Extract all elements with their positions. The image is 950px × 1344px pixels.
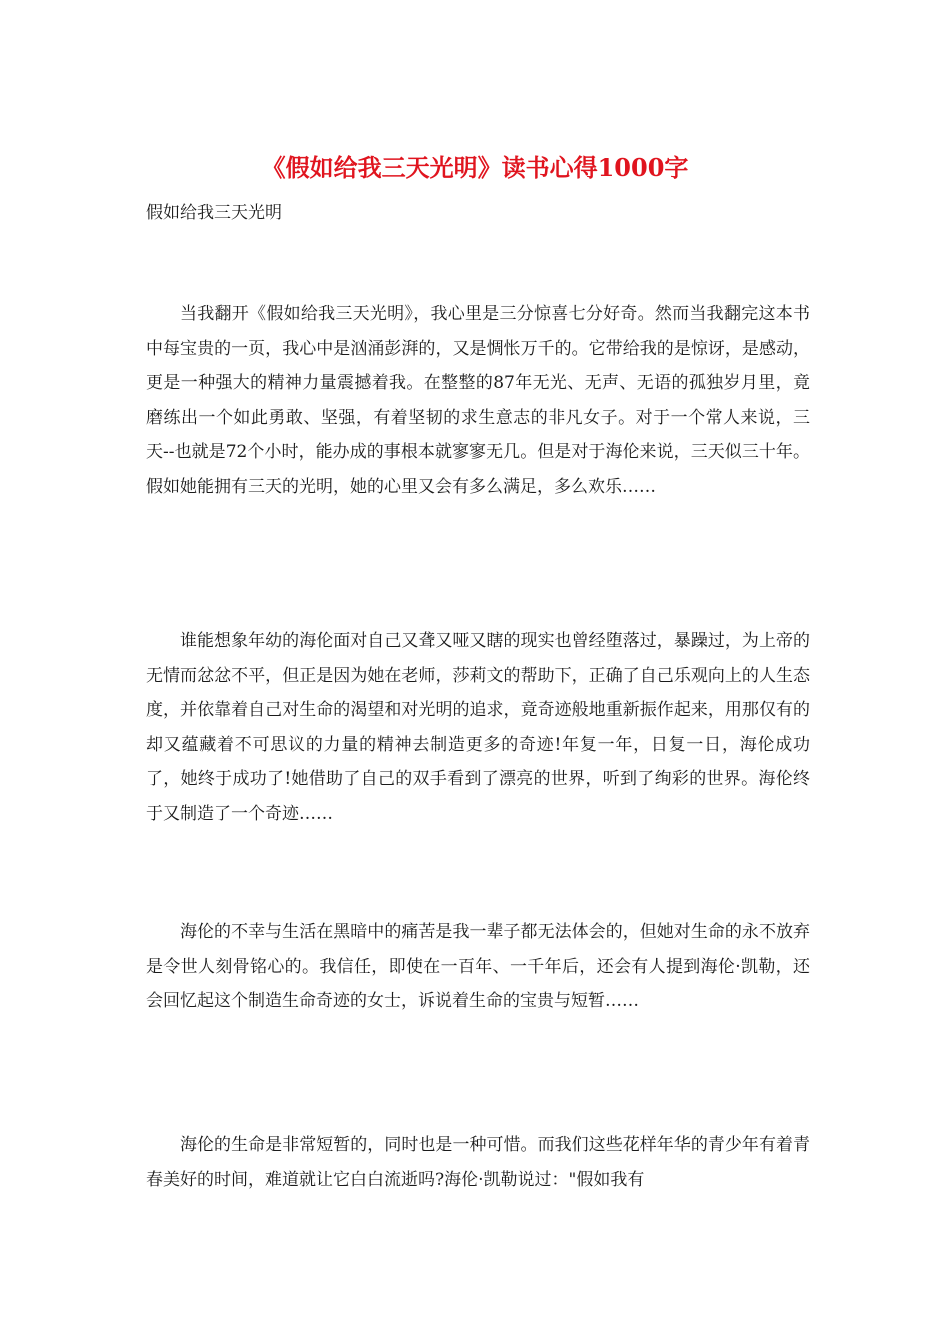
paragraph-2: 谁能想象年幼的海伦面对自己又聋又哑又瞎的现实也曾经堕落过，暴躁过，为上帝的无情而忿忿不平，但正是因为她在老师，莎莉文的帮助下，正确了自己乐观向上的人生态度，并依靠着自己对生命的渴望和对光明的追求，竟奇迹般地重新振作起来，用那仅有的却又蕴藏着不可思议的力量的精神去制造更多的奇迹!年复一年，日复一日，海伦成功了，她终于成功了!她借助了自己的双手看到了漂亮的世界，听到了绚彩的世界。海伦终于又制造了一个奇迹…… bbox=[146, 631, 810, 824]
document-subtitle: 假如给我三天光明 bbox=[146, 203, 282, 223]
paragraph-3: 海伦的不幸与生活在黑暗中的痛苦是我一辈子都无法体会的，但她对生命的永不放弃是令世人刻骨铭心的。我信任，即使在一百年、一千年后，还会有人提到海伦·凯勒，还会回忆起这个制造生命奇迹的女士，诉说着生命的宝贵与短暂…… bbox=[146, 922, 810, 1012]
paragraph-1: 当我翻开《假如给我三天光明》，我心里是三分惊喜七分好奇。然而当我翻完这本书中每宝贵的一页，我心中是汹涌彭湃的，又是惆怅万千的。它带给我的是惊讶，是感动，更是一种强大的精神力量震撼着我。在整整的87年无光、无声、无语的孤独岁月里，竟磨练出一个如此勇敢、坚强，有着坚韧的求生意志的非凡女子。对于一个常人来说，三天--也就是72个小时，能办成的事根本就寥寥无几。但是对于海伦来说，三天似三十年。假如她能拥有三天的光明，她的心里又会有多么满足，多么欢乐…… bbox=[146, 304, 810, 497]
document-title: 《假如给我三天光明》读书心得1000字 bbox=[261, 153, 689, 182]
paragraph-4: 海伦的生命是非常短暂的，同时也是一种可惜。而我们这些花样年华的青少年有着青春美好的时间，难道就让它白白流逝吗?海伦·凯勒说过："假如我有 bbox=[146, 1135, 810, 1190]
